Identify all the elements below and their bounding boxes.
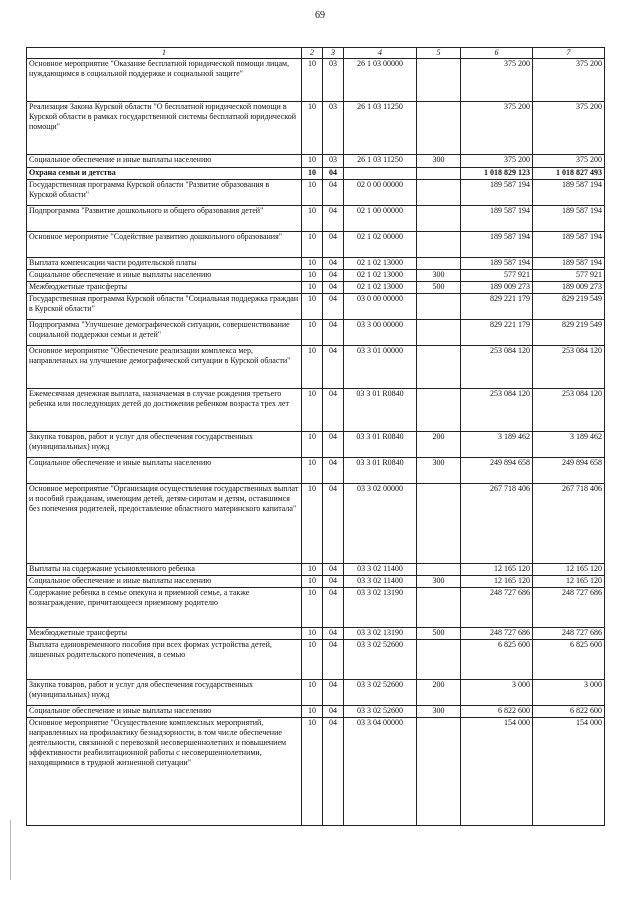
row-expense-type [417,718,461,826]
column-header: 2 [302,48,323,59]
row-name: Подпрограмма "Улучшение демографической ситуации, совершенствование социальной поддержки семьи и детей" [27,320,302,346]
row-target-article: 02 0 00 00000 [344,180,417,206]
row-amount-year2: 1 018 827 493 [533,168,605,180]
row-target-article: 03 3 02 52600 [344,680,417,706]
row-target-article: 02 1 00 00000 [344,206,417,232]
row-name: Социальное обеспечение и иные выплаты населению [27,155,302,168]
row-amount-year1: 253 084 120 [461,389,533,432]
row-name: Основное мероприятие "Осуществление комплексных мероприятий, направленных на профилактику безнадзорности, в том числе обеспечение деятельности, связанной с перевозкой несовершеннолетних и повышением эффективности реабилитационной работы с несовершеннолетними, находящимися в трудной жизненной ситуации" [27,718,302,826]
table-row [27,294,605,320]
row-amount-year1: 189 587 194 [461,232,533,258]
row-subsection: 04 [323,680,344,706]
row-section: 10 [302,576,323,588]
table-row [27,564,605,576]
row-subsection: 04 [323,640,344,680]
row-target-article: 03 3 01 00000 [344,346,417,389]
row-name: Реализация Закона Курской области "О бесплатной юридической помощи в Курской области в рамках государственной системы бесплатной юридической помощи" [27,102,302,155]
row-amount-year2: 253 084 120 [533,389,605,432]
row-section: 10 [302,628,323,640]
row-amount-year1: 253 084 120 [461,346,533,389]
row-amount-year1: 3 189 462 [461,432,533,458]
row-expense-type: 300 [417,576,461,588]
row-expense-type: 300 [417,270,461,282]
row-target-article: 26 1 03 00000 [344,59,417,102]
row-subsection: 04 [323,484,344,564]
row-target-article: 02 1 02 00000 [344,232,417,258]
table-row [27,706,605,718]
table-row [27,628,605,640]
row-expense-type [417,564,461,576]
page-number: 69 [315,10,325,21]
table-row [27,640,605,680]
row-section: 10 [302,346,323,389]
row-amount-year1: 375 200 [461,59,533,102]
row-section: 10 [302,718,323,826]
column-header: 1 [27,48,302,59]
row-subsection: 04 [323,432,344,458]
row-section: 10 [302,155,323,168]
column-header: 5 [417,48,461,59]
row-amount-year2: 189 587 194 [533,180,605,206]
scan-margin-line [10,820,11,880]
row-subsection: 04 [323,458,344,484]
table-row [27,588,605,628]
row-section: 10 [302,320,323,346]
row-amount-year1: 829 221 179 [461,320,533,346]
table-row [27,180,605,206]
row-amount-year1: 12 165 120 [461,576,533,588]
row-amount-year2: 248 727 686 [533,588,605,628]
row-target-article: 03 3 00 00000 [344,320,417,346]
row-expense-type [417,640,461,680]
row-amount-year2: 267 718 406 [533,484,605,564]
row-target-article: 03 3 01 R0840 [344,432,417,458]
row-amount-year1: 267 718 406 [461,484,533,564]
row-subsection: 04 [323,206,344,232]
row-subsection: 04 [323,564,344,576]
table-row [27,346,605,389]
row-amount-year2: 577 921 [533,270,605,282]
row-amount-year1: 249 894 658 [461,458,533,484]
row-subsection: 04 [323,718,344,826]
table-row [27,258,605,270]
row-amount-year2: 189 587 194 [533,206,605,232]
row-name: Государственная программа Курской области "Развитие образования в Курской области" [27,180,302,206]
row-section: 10 [302,706,323,718]
row-subsection: 04 [323,294,344,320]
table-row [27,718,605,826]
row-target-article: 26 1 03 11250 [344,155,417,168]
row-target-article: 03 3 01 R0840 [344,458,417,484]
column-header: 3 [323,48,344,59]
column-header: 6 [461,48,533,59]
row-amount-year1: 577 921 [461,270,533,282]
row-subsection: 03 [323,155,344,168]
table-row [27,389,605,432]
row-section: 10 [302,59,323,102]
row-name: Основное мероприятие "Обеспечение реализации комплекса мер, направленных на улучшение демографической ситуации в Курской области" [27,346,302,389]
row-name: Закупка товаров, работ и услуг для обеспечения государственных (муниципальных) нужд [27,432,302,458]
row-target-article: 03 3 02 52600 [344,706,417,718]
row-section: 10 [302,232,323,258]
row-expense-type: 500 [417,282,461,294]
table-row [27,102,605,155]
table-row [27,232,605,258]
row-target-article: 03 3 02 11400 [344,576,417,588]
row-name: Основное мероприятие "Оказание бесплатной юридической помощи лицам, нуждающимся в социальной поддержке и социальной защите" [27,59,302,102]
table-row [27,576,605,588]
row-subsection: 04 [323,706,344,718]
row-section: 10 [302,258,323,270]
row-section: 10 [302,588,323,628]
row-expense-type [417,320,461,346]
table-row [27,168,605,180]
row-amount-year1: 1 018 829 123 [461,168,533,180]
row-subsection: 04 [323,168,344,180]
row-name: Подпрограмма "Развитие дошкольного и общего образования детей" [27,206,302,232]
row-section: 10 [302,282,323,294]
row-amount-year1: 189 587 194 [461,258,533,270]
row-amount-year2: 3 000 [533,680,605,706]
row-section: 10 [302,206,323,232]
row-amount-year1: 6 822 600 [461,706,533,718]
table-row [27,282,605,294]
row-amount-year1: 829 221 179 [461,294,533,320]
table-row [27,484,605,564]
row-expense-type [417,59,461,102]
row-expense-type [417,294,461,320]
row-name: Основное мероприятие "Организация осуществления государственных выплат и пособий гражданам, имеющим детей, детям-сиротам и детям, оставшимся без попечения родителей, предоставление областного материнского капитала" [27,484,302,564]
row-amount-year2: 12 165 120 [533,564,605,576]
row-name: Закупка товаров, работ и услуг для обеспечения государственных (муниципальных) нужд [27,680,302,706]
row-expense-type [417,258,461,270]
row-amount-year2: 375 200 [533,59,605,102]
row-section: 10 [302,294,323,320]
row-expense-type: 500 [417,628,461,640]
table-row [27,155,605,168]
row-name: Межбюджетные трансферты [27,628,302,640]
row-subsection: 04 [323,576,344,588]
row-section: 10 [302,458,323,484]
row-subsection: 03 [323,102,344,155]
row-section: 10 [302,564,323,576]
row-amount-year2: 829 219 549 [533,294,605,320]
row-name: Ежемесячная денежная выплата, назначаемая в случае рождения третьего ребенка или последующих детей до достижения ребенком возраста трех лет [27,389,302,432]
row-name: Государственная программа Курской области "Социальная поддержка граждан в Курской области" [27,294,302,320]
row-amount-year2: 12 165 120 [533,576,605,588]
row-amount-year2: 375 200 [533,155,605,168]
row-name: Содержание ребенка в семье опекуна и приемной семье, а также вознаграждение, причитающееся приемному родителю [27,588,302,628]
row-amount-year1: 3 000 [461,680,533,706]
row-amount-year1: 189 587 194 [461,206,533,232]
row-amount-year1: 189 587 194 [461,180,533,206]
row-target-article: 02 1 02 13000 [344,282,417,294]
row-section: 10 [302,102,323,155]
row-expense-type [417,389,461,432]
row-amount-year1: 6 825 600 [461,640,533,680]
row-target-article: 03 3 01 R0840 [344,389,417,432]
table-row [27,59,605,102]
row-name: Основное мероприятие "Содействие развитию дошкольного образования" [27,232,302,258]
column-header: 4 [344,48,417,59]
row-name: Выплата единовременного пособия при всех формах устройства детей, лишенных родительского попечения, в семью [27,640,302,680]
row-section: 10 [302,180,323,206]
row-expense-type [417,168,461,180]
row-amount-year2: 154 000 [533,718,605,826]
row-section: 10 [302,270,323,282]
table-row [27,320,605,346]
row-target-article: 02 1 02 13000 [344,270,417,282]
table-row [27,270,605,282]
row-amount-year2: 189 587 194 [533,258,605,270]
row-amount-year2: 6 822 600 [533,706,605,718]
row-expense-type [417,346,461,389]
row-section: 10 [302,389,323,432]
row-expense-type [417,180,461,206]
row-amount-year1: 248 727 686 [461,588,533,628]
row-target-article: 03 3 04 00000 [344,718,417,826]
row-amount-year2: 375 200 [533,102,605,155]
row-amount-year1: 375 200 [461,102,533,155]
row-subsection: 04 [323,320,344,346]
row-subsection: 04 [323,282,344,294]
row-amount-year2: 189 587 194 [533,232,605,258]
table-row [27,432,605,458]
row-target-article [344,168,417,180]
row-expense-type: 200 [417,680,461,706]
row-amount-year2: 249 894 658 [533,458,605,484]
row-amount-year2: 253 084 120 [533,346,605,389]
row-target-article: 03 3 02 52600 [344,640,417,680]
row-amount-year1: 375 200 [461,155,533,168]
row-name: Охрана семьи и детства [27,168,302,180]
row-name: Межбюджетные трансферты [27,282,302,294]
row-target-article: 03 3 02 00000 [344,484,417,564]
row-amount-year1: 12 165 120 [461,564,533,576]
row-target-article: 03 3 02 13190 [344,628,417,640]
row-amount-year2: 3 189 462 [533,432,605,458]
row-target-article: 03 3 02 13190 [344,588,417,628]
row-expense-type: 300 [417,155,461,168]
row-target-article: 03 0 00 00000 [344,294,417,320]
row-target-article: 02 1 02 13000 [344,258,417,270]
row-name: Социальное обеспечение и иные выплаты населению [27,270,302,282]
row-expense-type: 300 [417,706,461,718]
row-expense-type: 200 [417,432,461,458]
row-amount-year2: 248 727 686 [533,628,605,640]
row-subsection: 04 [323,232,344,258]
row-name: Выплаты на содержание усыновленного ребенка [27,564,302,576]
table-header-row [27,48,605,59]
budget-table [26,47,605,826]
row-subsection: 04 [323,270,344,282]
row-name: Социальное обеспечение и иные выплаты населению [27,458,302,484]
row-amount-year2: 829 219 549 [533,320,605,346]
row-amount-year1: 248 727 686 [461,628,533,640]
row-amount-year2: 189 009 273 [533,282,605,294]
row-amount-year1: 154 000 [461,718,533,826]
row-name: Выплата компенсации части родительской платы [27,258,302,270]
row-section: 10 [302,680,323,706]
row-subsection: 04 [323,180,344,206]
column-header: 7 [533,48,605,59]
row-name: Социальное обеспечение и иные выплаты населению [27,706,302,718]
table-row [27,206,605,232]
row-subsection: 04 [323,258,344,270]
table-body [27,59,605,826]
table-row [27,458,605,484]
row-expense-type: 300 [417,458,461,484]
row-section: 10 [302,640,323,680]
row-subsection: 03 [323,59,344,102]
row-target-article: 03 3 02 11400 [344,564,417,576]
row-expense-type [417,232,461,258]
row-subsection: 04 [323,346,344,389]
row-target-article: 26 1 03 11250 [344,102,417,155]
row-subsection: 04 [323,588,344,628]
row-subsection: 04 [323,389,344,432]
row-section: 10 [302,484,323,564]
row-section: 10 [302,168,323,180]
row-section: 10 [302,432,323,458]
table-row [27,680,605,706]
row-amount-year1: 189 009 273 [461,282,533,294]
row-name: Социальное обеспечение и иные выплаты населению [27,576,302,588]
row-expense-type [417,588,461,628]
row-expense-type [417,484,461,564]
row-subsection: 04 [323,628,344,640]
row-expense-type [417,206,461,232]
row-expense-type [417,102,461,155]
row-amount-year2: 6 825 600 [533,640,605,680]
